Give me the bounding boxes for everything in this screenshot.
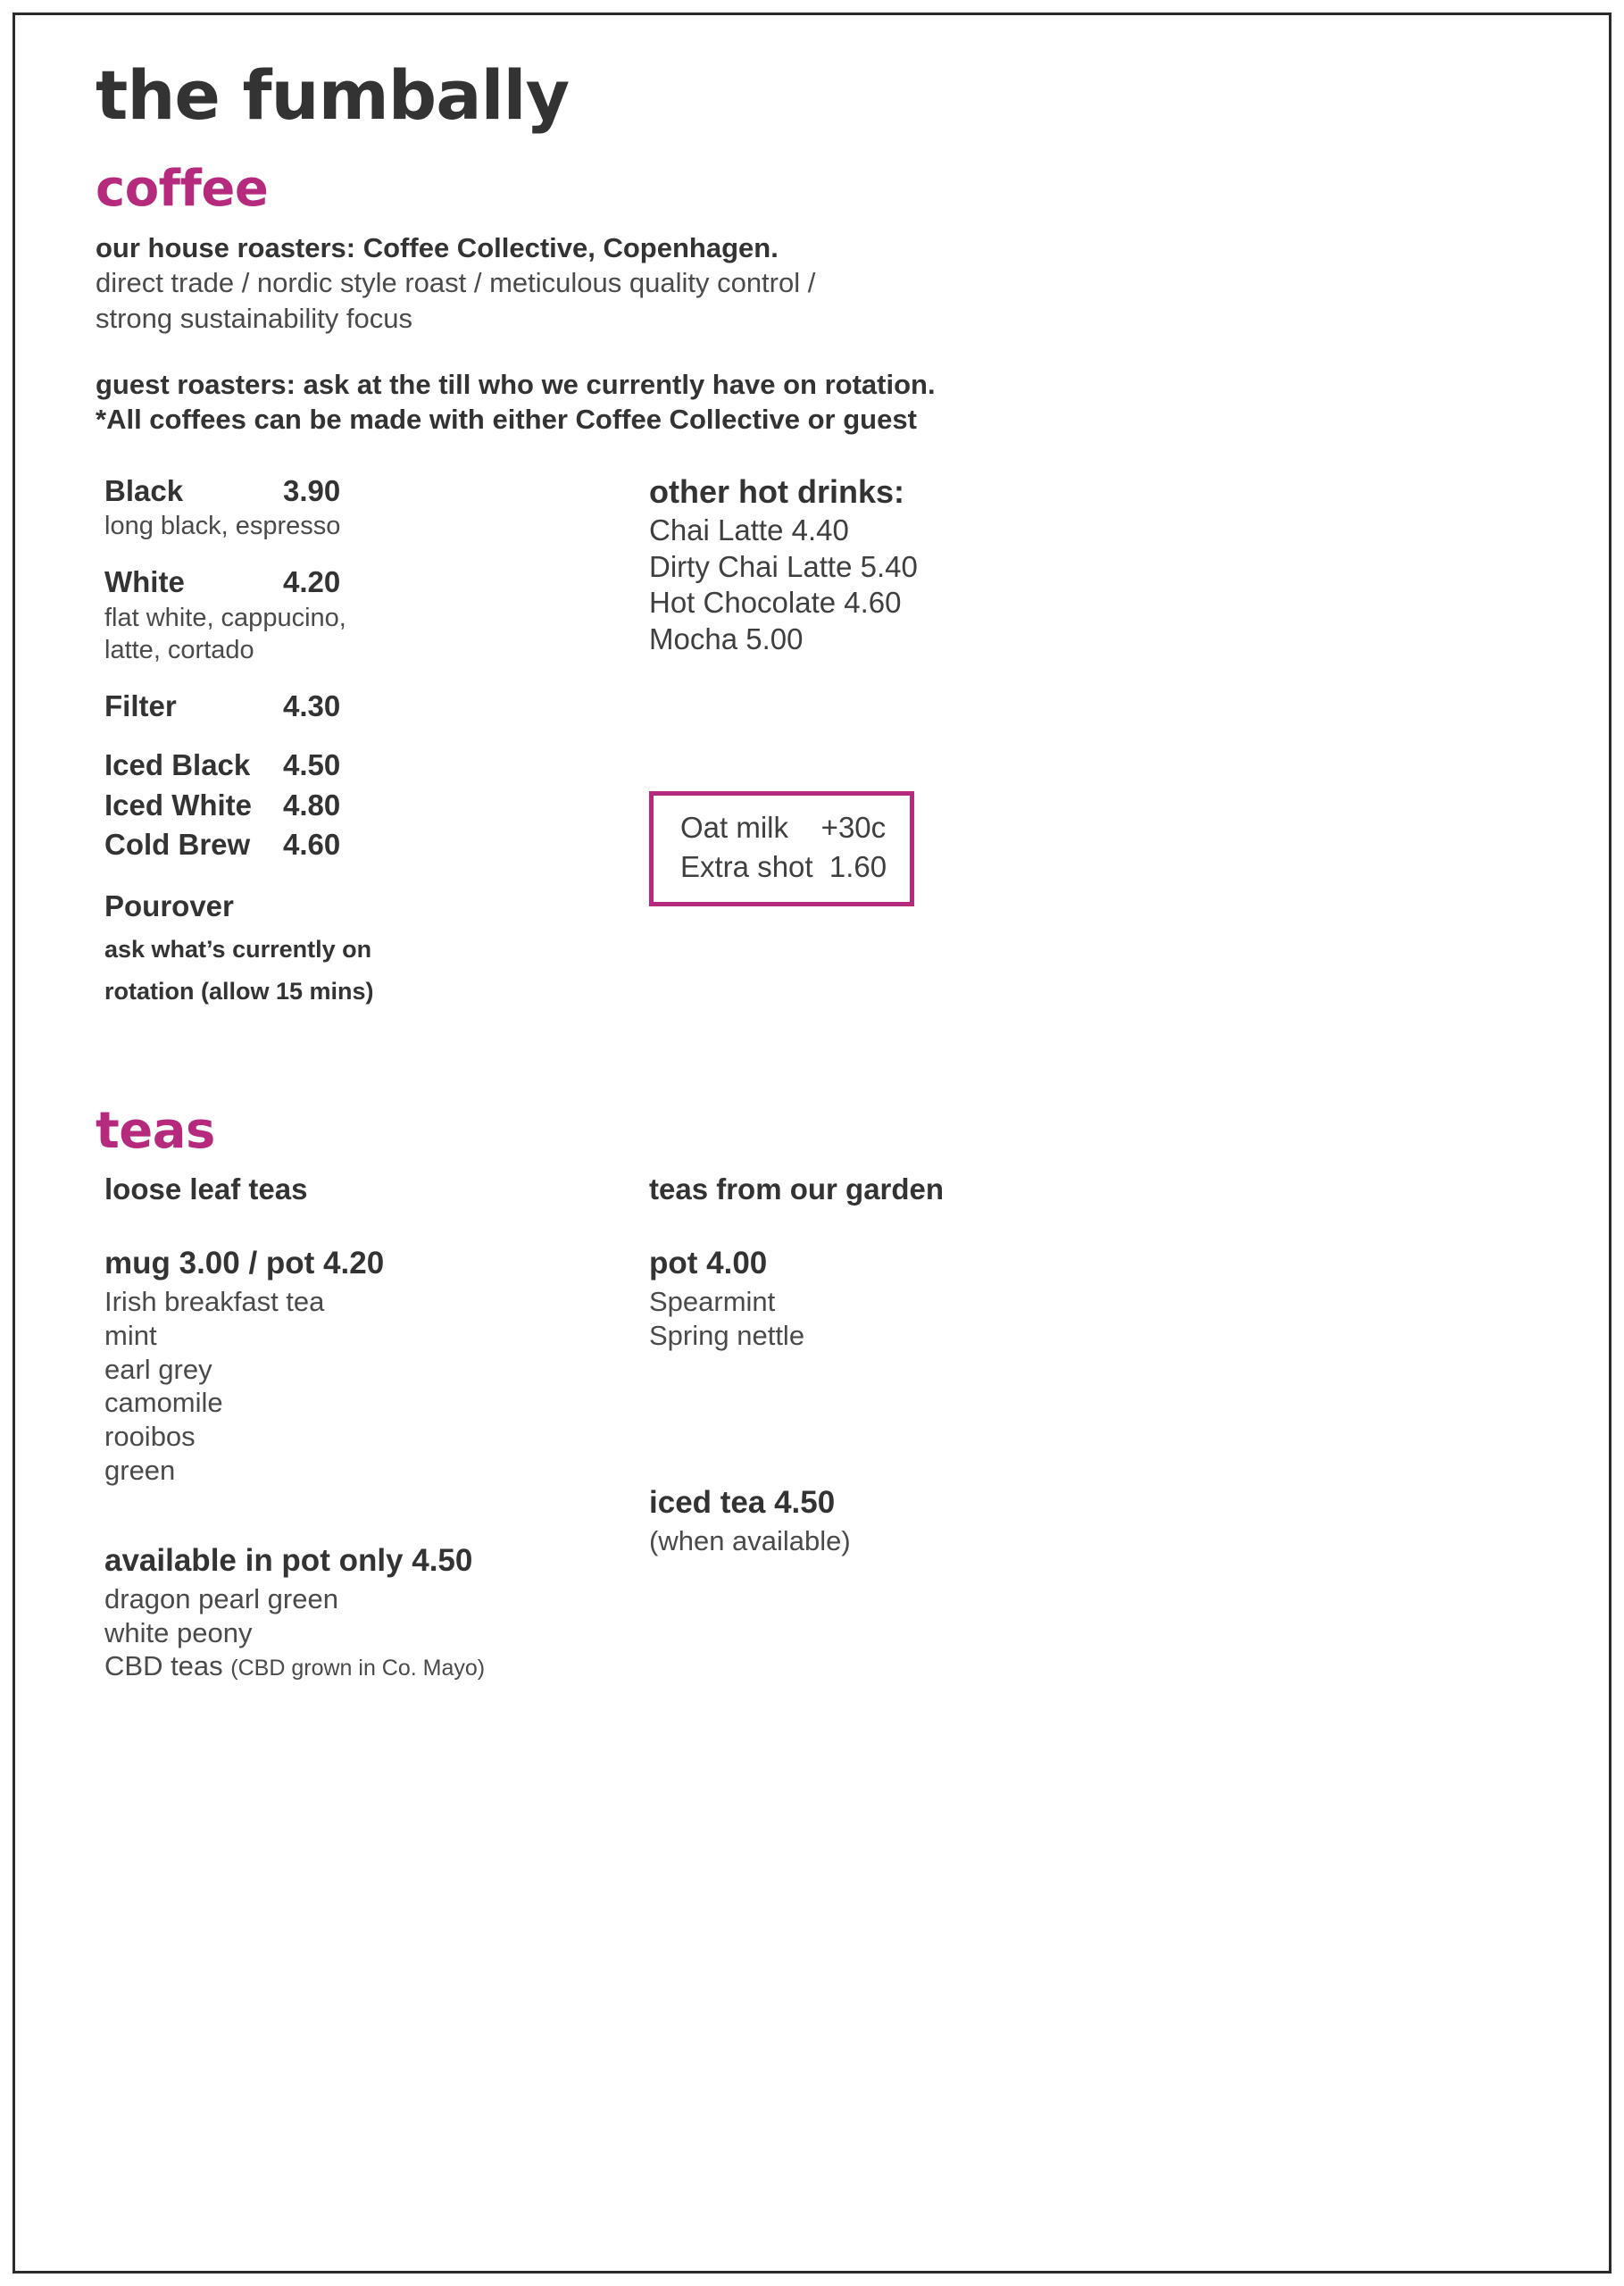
menu-item-head xyxy=(104,688,613,724)
cbd-teas-line xyxy=(104,1649,613,1683)
menu-item-iced-white xyxy=(104,788,613,823)
menu-item-name: White xyxy=(104,565,185,599)
iced-drinks-group xyxy=(104,747,613,863)
menu-item-head xyxy=(104,473,613,509)
menu-item-price: 3.90 xyxy=(283,473,341,507)
menu-item-name: Black xyxy=(104,473,184,507)
teas-spacer-extra xyxy=(649,1408,1555,1485)
extras-box xyxy=(649,791,914,906)
menu-item-black xyxy=(104,473,613,541)
coffee-intro xyxy=(96,230,1555,438)
cbd-teas-label: CBD teas xyxy=(104,1650,223,1682)
menu-item-price: 4.30 xyxy=(283,689,341,723)
teas-right-column xyxy=(613,1172,1555,1683)
iced-tea-note: (when available) xyxy=(649,1524,851,1556)
extras-oat-milk: Oat milk +30c xyxy=(680,811,887,845)
guest-roasters-note: *All coffees can be made with either Coffee Collective or guest xyxy=(96,404,917,436)
coffee-left-column xyxy=(96,473,613,1020)
menu-item-filter xyxy=(104,688,613,724)
menu-item-price: 4.50 xyxy=(283,748,341,782)
loose-leaf-price-line: mug 3.00 / pot 4.20 xyxy=(104,1245,385,1281)
tea-list-item: Irish breakfast tea xyxy=(104,1285,325,1317)
pot-only-heading: available in pot only 4.50 xyxy=(104,1542,473,1578)
menu-item-price: 4.60 xyxy=(283,827,341,861)
teas-section xyxy=(96,1102,1555,1683)
tea-list-item: mint xyxy=(104,1319,157,1351)
garden-teas-heading: teas from our garden xyxy=(649,1172,945,1206)
menu-item-price: 4.80 xyxy=(283,788,341,822)
pourover-line-1: ask what’s currently on xyxy=(104,936,372,964)
pourover-title: Pourover xyxy=(104,889,234,923)
teas-left-column xyxy=(96,1172,613,1683)
menu-item-name: Cold Brew xyxy=(104,827,251,861)
teas-columns xyxy=(96,1172,1555,1683)
guest-roasters-line: guest roasters: ask at the till who we currently have on rotation. xyxy=(96,368,936,400)
menu-item-name: Filter xyxy=(104,689,177,723)
coffee-columns xyxy=(96,473,1555,1020)
menu-item-desc: long black, espresso xyxy=(104,512,341,541)
menu-item-name: Iced White xyxy=(104,788,253,822)
extras-extra-shot: Extra shot 1.60 xyxy=(680,849,887,883)
menu-item-price: 4.20 xyxy=(283,565,341,599)
pourover-line-2: rotation (allow 15 mins) xyxy=(104,978,374,1005)
garden-tea-item: Spearmint xyxy=(649,1285,776,1317)
menu-content xyxy=(96,55,1555,2253)
other-hot-drinks-title: other hot drinks: xyxy=(649,472,904,510)
section-title-coffee: coffee xyxy=(96,159,269,218)
menu-item-head xyxy=(104,747,613,783)
house-roasters-desc-line-1: direct trade / nordic style roast / meticulous quality control / xyxy=(96,267,816,299)
pot-only-item: dragon pearl green xyxy=(104,1582,338,1614)
garden-teas-price-line: pot 4.00 xyxy=(649,1245,768,1281)
menu-item-desc-line-1: flat white, cappucino, xyxy=(104,603,346,632)
iced-tea-heading: iced tea 4.50 xyxy=(649,1484,836,1520)
house-roasters-desc-line-2: strong sustainability focus xyxy=(96,302,412,334)
menu-item-head xyxy=(104,788,613,823)
teas-spacer xyxy=(104,1488,613,1543)
house-roasters-line: our house roasters: Coffee Collective, Copenhagen. xyxy=(96,231,779,263)
other-hot-drinks-item: Hot Chocolate 4.60 xyxy=(649,586,902,620)
intro-spacer xyxy=(96,337,1555,367)
menu-item-name: Iced Black xyxy=(104,748,251,782)
coffee-right-column xyxy=(613,473,1555,1020)
menu-item-pourover xyxy=(104,889,613,1005)
other-hot-drinks-item: Dirty Chai Latte 5.40 xyxy=(649,549,918,583)
other-hot-drinks-item: Mocha 5.00 xyxy=(649,622,804,655)
menu-item-head xyxy=(104,827,613,863)
tea-list-item: earl grey xyxy=(104,1353,212,1385)
menu-item-iced-black xyxy=(104,747,613,783)
other-hot-drinks-item: Chai Latte 4.40 xyxy=(649,513,849,546)
tea-list-item: rooibos xyxy=(104,1421,196,1453)
menu-item-white xyxy=(104,564,613,665)
pot-only-item: white peony xyxy=(104,1616,253,1648)
loose-leaf-teas-heading: loose leaf teas xyxy=(104,1172,308,1206)
menu-border-frame xyxy=(12,13,1612,2273)
cbd-teas-note: (CBD grown in Co. Mayo) xyxy=(230,1656,486,1681)
tea-list-item: camomile xyxy=(104,1387,223,1419)
garden-tea-item: Spring nettle xyxy=(649,1319,805,1351)
section-title-teas: teas xyxy=(96,1102,215,1161)
teas-spacer xyxy=(649,1353,1555,1408)
menu-item-desc-line-2: latte, cortado xyxy=(104,635,254,664)
page-title: the fumbally xyxy=(96,55,570,135)
menu-item-head xyxy=(104,564,613,600)
menu-item-cold-brew xyxy=(104,827,613,863)
tea-list-item: green xyxy=(104,1454,176,1486)
